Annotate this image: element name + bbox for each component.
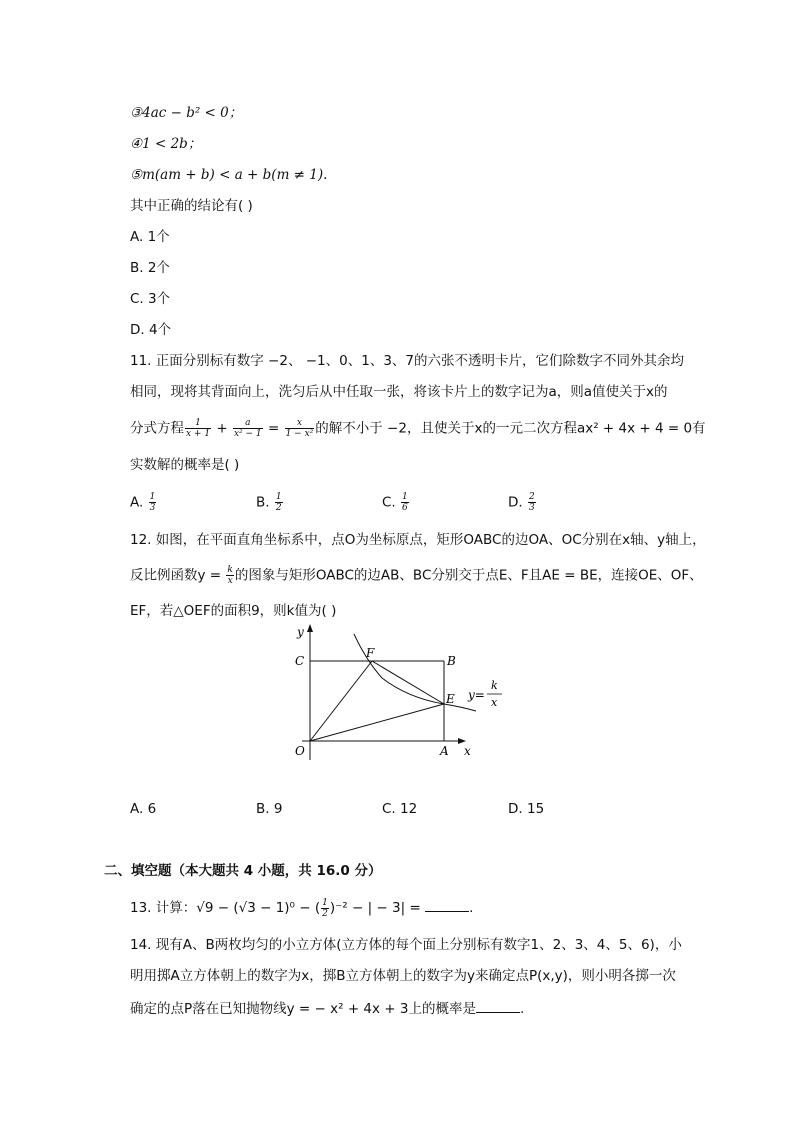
curve-label-y: y=: [468, 688, 485, 702]
q11-option-c: C. $\frac{1}{6}$: [382, 492, 408, 513]
curve-label-x: x: [491, 696, 498, 709]
y-axis-arrow-icon: [307, 624, 313, 632]
q11-plus: +: [212, 420, 232, 437]
label-y-axis: y: [297, 625, 304, 639]
q12-line-2: [130, 565, 703, 586]
q13-end: .: [469, 900, 474, 916]
label-e: E: [446, 692, 455, 706]
q14-end: .: [519, 1001, 525, 1017]
section-2-title: 二、填空题（本大题共 4 小题，共 16.0 分）: [104, 863, 382, 879]
q13-start: 13. 计算：√9 − (√3 − 1)⁰ − (: [130, 900, 321, 916]
q10-option-b: B. 2个: [130, 260, 170, 276]
q11-fraction-3: $\frac{x}{\text{1 − x²}}$: [285, 418, 314, 439]
q11-line-1: 11. 正面分别标有数字 −2、 −1、0、1、3、7的六张不透明卡片，它们除数字不同外其余均: [130, 353, 684, 369]
q12-option-a: A. 6: [130, 801, 157, 817]
q10-option-c: C. 3个: [130, 291, 171, 307]
label-f: F: [366, 646, 375, 660]
q13-line: [130, 897, 473, 919]
q11-line-3: [130, 418, 706, 439]
segment-of: [310, 661, 372, 741]
q14-line-1: 14. 现有A、B两枚均匀的小立方体(立方体的每个面上分别标有数字1、2、3、4、5、6)，小: [130, 937, 682, 953]
q12-line-2-start: 反比例函数y =: [130, 567, 226, 584]
q14-line-3-text: 确定的点P落在已知抛物线y = − x² + 4x + 3上的概率是: [130, 1001, 476, 1017]
q11-option-d: D. $\frac{2}{3}$: [508, 492, 535, 513]
q11-option-b: B. $\frac{1}{2}$: [256, 492, 282, 513]
q11-equals: =: [263, 420, 284, 437]
curve-label-k: k: [491, 679, 498, 692]
q11-line-4: 实数解的概率是( ): [130, 457, 240, 473]
label-c: C: [295, 654, 305, 668]
q12-line-1: 12. 如图，在平面直角坐标系中，点O为坐标原点，矩形OABC的边OA、OC分别在x轴、y轴上，: [130, 532, 706, 548]
q12-fraction-k: $\frac{k}{x}$: [227, 565, 233, 586]
q14-line-2: 明用掷A立方体朝上的数字为x，掷B立方体朝上的数字为y来确定点P(x,y)，则小明各掷一次: [130, 968, 676, 984]
q10-option-a: A. 1个: [130, 229, 170, 245]
q11-fraction-2: $\frac{a}{\text{x² − 1}}$: [233, 418, 262, 439]
q11-line-3-start: 分式方程: [130, 420, 184, 437]
label-b: B: [447, 654, 456, 668]
label-a: A: [440, 744, 449, 758]
label-o: O: [295, 744, 305, 758]
q10-prompt: 其中正确的结论有( ): [130, 198, 253, 214]
q12-option-d: D. 15: [508, 801, 545, 817]
q14-answer-blank: [476, 998, 520, 1013]
q10-item-4: ④1 < 2b；: [130, 136, 202, 152]
q10-item-5: ⑤m(am + b) < a + b(m ≠ 1).: [130, 167, 328, 183]
segment-oe: [310, 704, 444, 741]
q12-figure: [280, 620, 520, 770]
q10-option-d: D. 4个: [130, 322, 172, 338]
q12-option-c: C. 12: [382, 801, 418, 817]
q13-fraction: $\frac{1}{2}$: [322, 897, 328, 919]
q14-line-3: [130, 998, 524, 1019]
q13-answer-blank: [425, 897, 469, 912]
q12-options: [130, 799, 690, 819]
q11-line-2: 相同，现将其背面向上，洗匀后从中任取一张，将该卡片上的数字记为a，则a值使关于x的: [130, 384, 668, 400]
q13-middle: )⁻² − | − 3| =: [329, 900, 426, 916]
q12-line-3: EF，若△OEF的面积9，则k值为( ): [130, 603, 337, 619]
q12-option-b: B. 9: [256, 801, 283, 817]
label-x-axis: x: [464, 744, 471, 758]
q10-item-3: ③4ac − b² < 0；: [130, 105, 243, 121]
q11-line-3-end: 的解不小于 −2，且使关于x的一元二次方程ax² + 4x + 4 = 0有: [315, 420, 706, 437]
q11-fraction-1: $\frac{1}{x + 1}$: [186, 418, 211, 439]
q11-options: [130, 492, 690, 512]
segment-ef: [372, 661, 444, 704]
q12-line-2-end: 的图象与矩形OABC的边AB、BC分别交于点E、F且AE = BE，连接OE、OF、: [234, 567, 703, 584]
q11-option-a: A. $\frac{1}{3}$: [130, 492, 156, 513]
